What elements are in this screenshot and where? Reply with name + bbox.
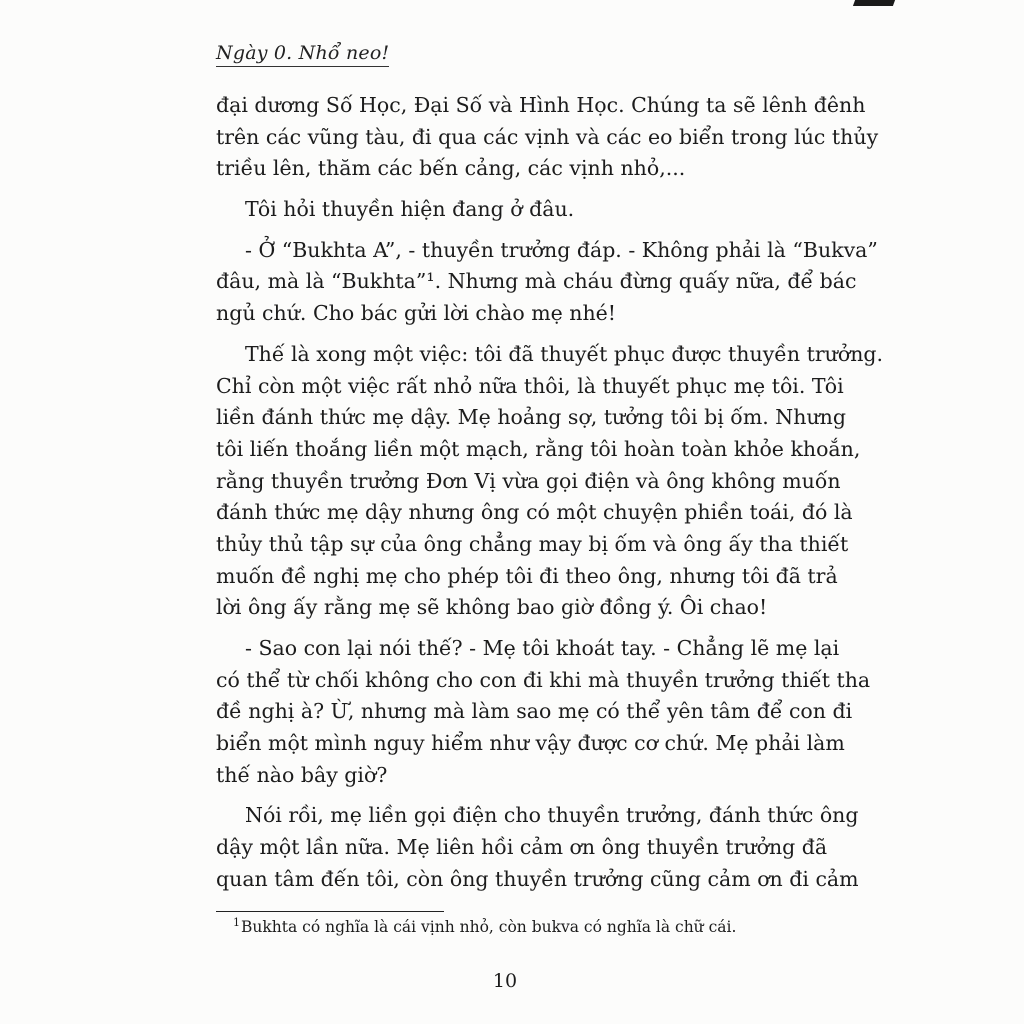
footnote	[233, 915, 737, 936]
text-line: tôi liến thoắng liền một mạch, rằng tôi hoàn toàn khỏe khoắn,	[216, 436, 861, 461]
paragraph	[216, 235, 878, 330]
text-line: - Ở “Bukhta A”, - thuyền trưởng đáp. - Không phải là “Bukva”	[245, 237, 878, 262]
footnote-marker: 1	[233, 915, 240, 929]
paragraph	[216, 194, 796, 226]
page-edge-mark	[853, 0, 895, 6]
text-line: biển một mình nguy hiểm như vậy được cơ chứ. Mẹ phải làm	[216, 731, 845, 756]
text-line: triều lên, thăm các bến cảng, các vịnh nhỏ,...	[216, 156, 686, 181]
text-line: thế nào bây giờ?	[216, 762, 388, 787]
text-line: lời ông ấy rằng mẹ sẽ không bao giờ đồng ý. Ôi chao!	[216, 595, 768, 620]
text-line: đánh thức mẹ dậy nhưng ông có một chuyện phiền toái, đó là	[216, 500, 853, 525]
text-line: Thế là xong một việc: tôi đã thuyết phục được thuyền trưởng.	[245, 341, 884, 366]
running-header-title: Ngày 0. Nhổ neo!	[216, 42, 389, 67]
text-line: liền đánh thức mẹ dậy. Mẹ hoảng sợ, tưởng tôi bị ốm. Nhưng	[216, 405, 846, 430]
paragraph	[216, 633, 871, 791]
text-line: đề nghị à? Ừ, nhưng mà làm sao mẹ có thể yên tâm để con đi	[216, 699, 853, 724]
body-text	[216, 90, 884, 905]
text-line: đại dương Số Học, Đại Số và Hình Học. Chúng ta sẽ lênh đênh	[216, 93, 866, 117]
text-line: đâu, mà là “Bukhta”¹. Nhưng mà cháu đừng quấy nữa, để bác	[216, 269, 857, 294]
paragraph	[216, 800, 859, 895]
text-line: Tôi hỏi thuyền hiện đang ở đâu.	[245, 197, 575, 222]
text-line: muốn đề nghị mẹ cho phép tôi đi theo ông, nhưng tôi đã trả	[216, 563, 838, 588]
text-line: ngủ chứ. Cho bác gửi lời chào mẹ nhé!	[216, 301, 617, 326]
footnote-text: Bukhta có nghĩa là cái vịnh nhỏ, còn bukva có nghĩa là chữ cái.	[241, 918, 737, 936]
text-line: dậy một lần nữa. Mẹ liên hồi cảm ơn ông thuyền trưởng đã	[216, 835, 828, 860]
text-line: rằng thuyền trưởng Đơn Vị vừa gọi điện và ông không muốn	[216, 468, 841, 493]
running-header	[216, 42, 389, 67]
footnote-divider	[216, 911, 444, 912]
paragraph	[216, 339, 884, 624]
text-line: có thể từ chối không cho con đi khi mà thuyền trưởng thiết tha	[216, 667, 871, 692]
paragraph	[216, 90, 879, 185]
text-line: trên các vũng tàu, đi qua các vịnh và các eo biển trong lúc thủy	[216, 124, 879, 149]
text-line: thủy thủ tập sự của ông chẳng may bị ốm và ông ấy tha thiết	[216, 531, 849, 556]
text-line: - Sao con lại nói thế? - Mẹ tôi khoát tay. - Chẳng lẽ mẹ lại	[245, 636, 840, 660]
page-number: 10	[492, 970, 518, 992]
text-line: Nói rồi, mẹ liền gọi điện cho thuyền trưởng, đánh thức ông	[245, 803, 859, 828]
text-line: Chỉ còn một việc rất nhỏ nữa thôi, là thuyết phục mẹ tôi. Tôi	[216, 373, 844, 398]
text-line: quan tâm đến tôi, còn ông thuyền trưởng cũng cảm ơn đi cảm	[216, 866, 859, 891]
